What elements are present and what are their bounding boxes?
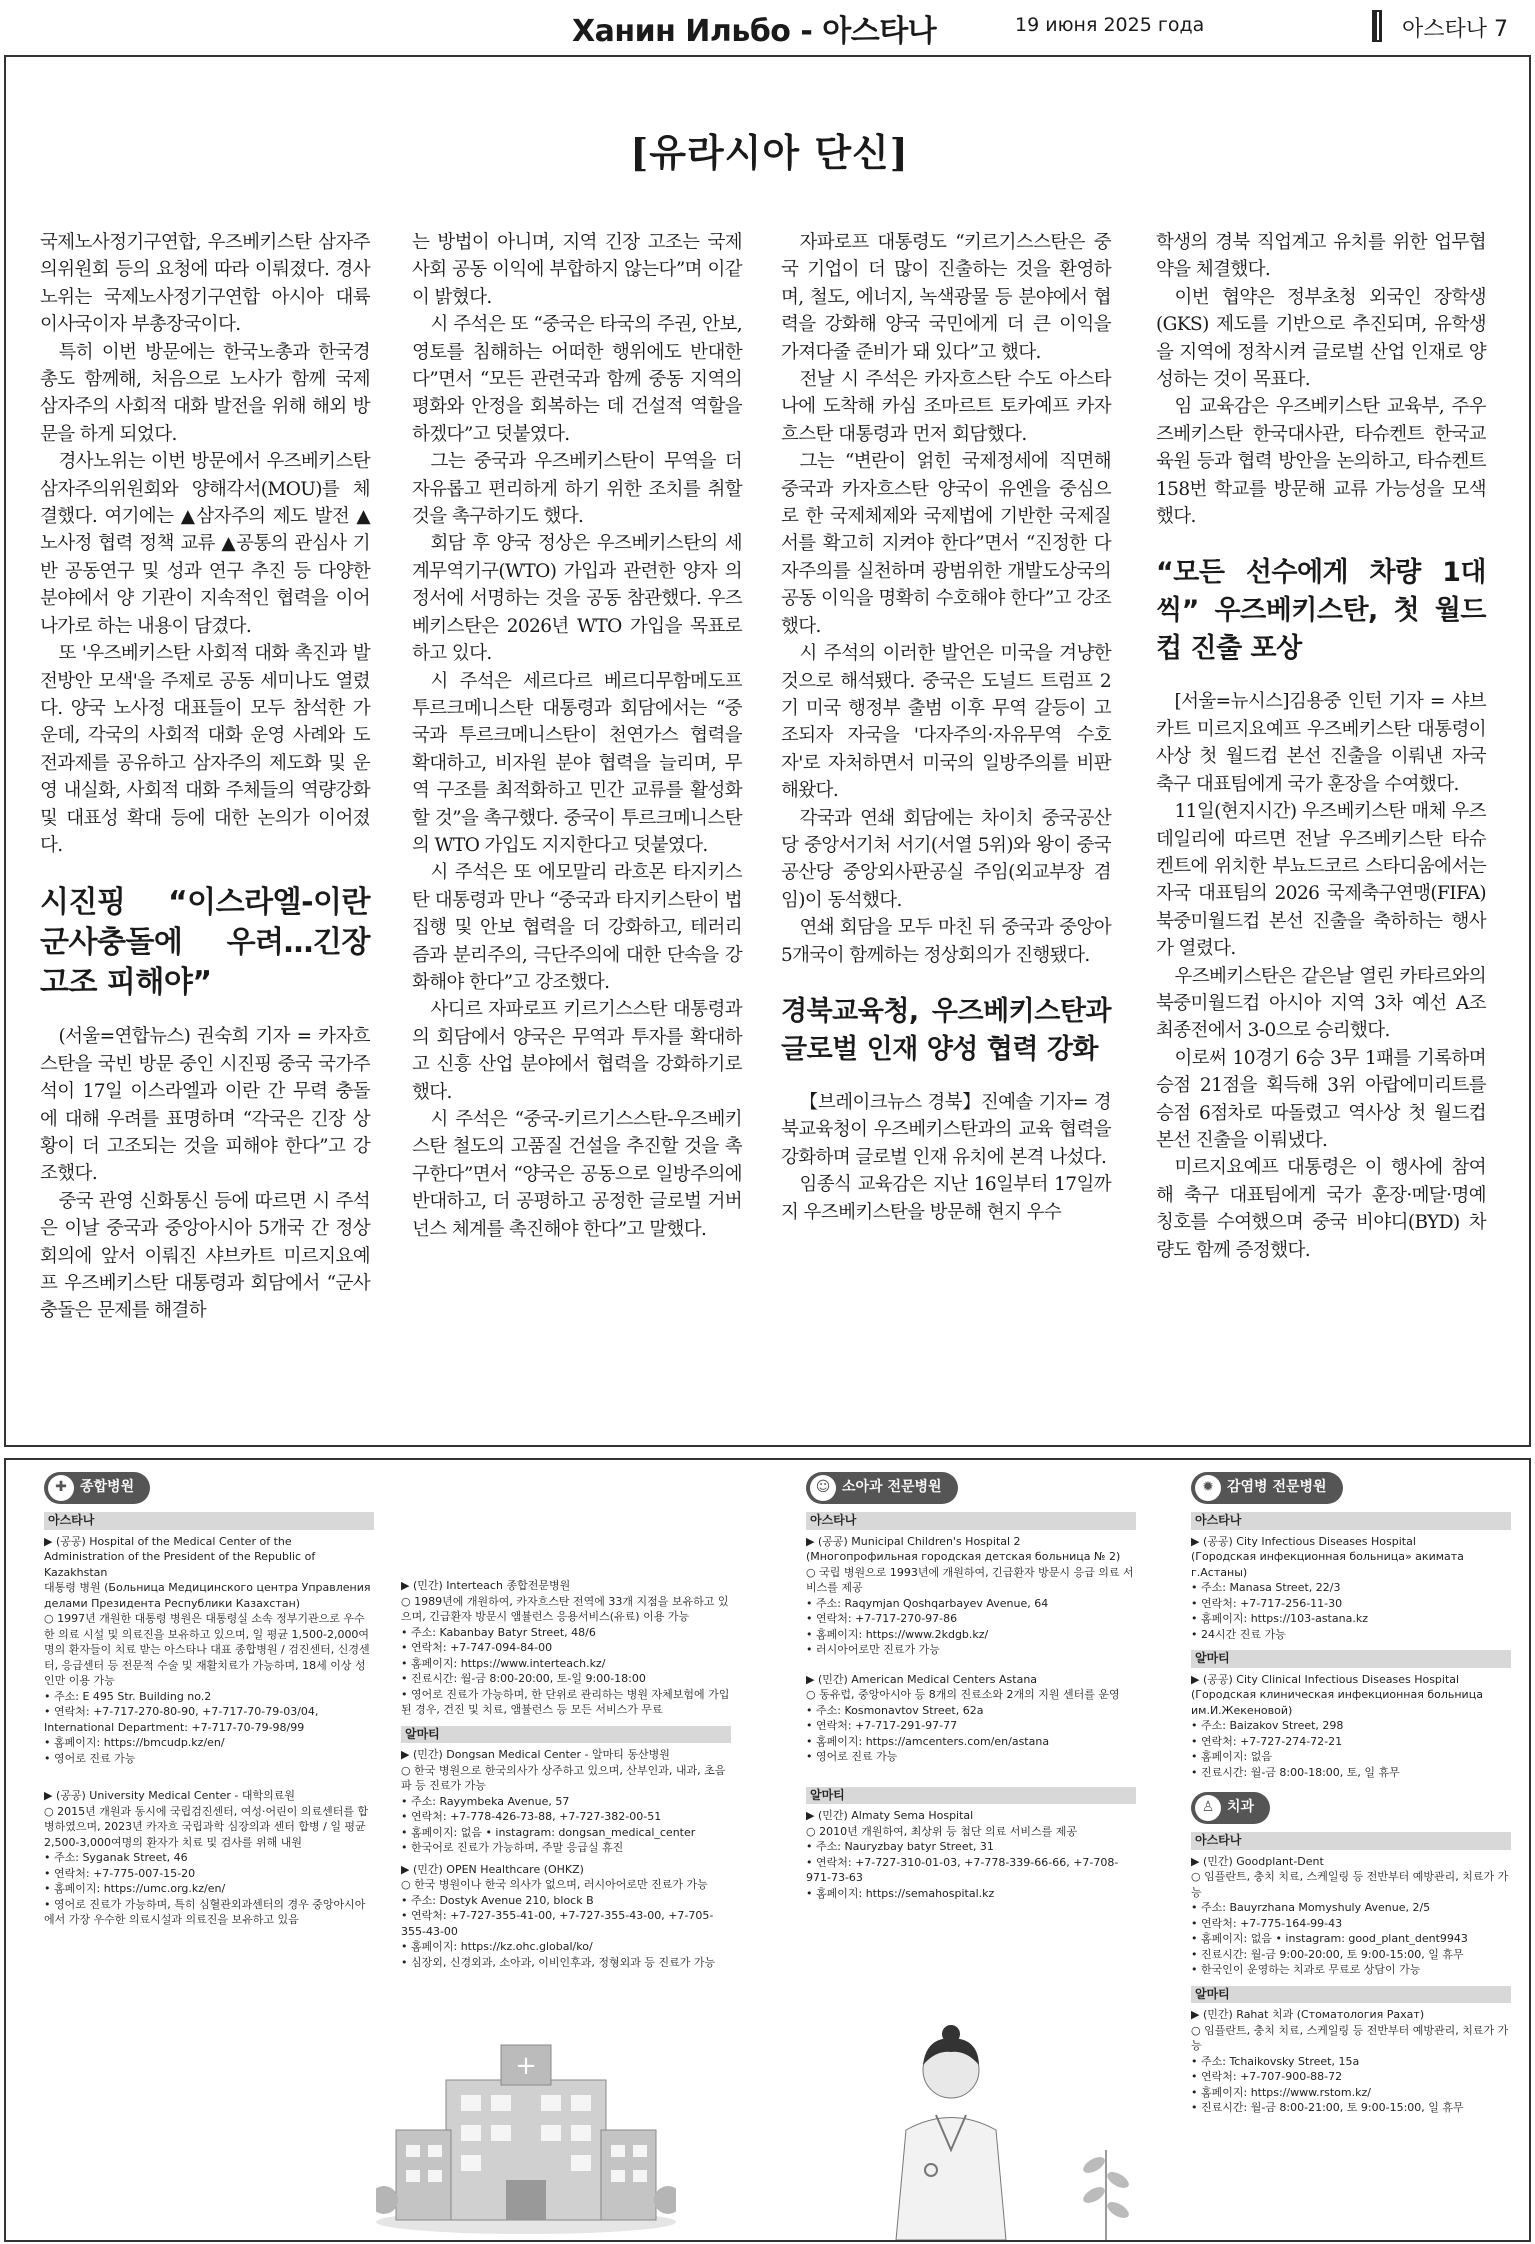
paragraph: 시 주석의 이러한 발언은 미국을 겨냥한 것으로 해석됐다. 중국은 도널드 트럼프 2기 미국 행정부 출범 이후 무역 갈등이 고조되자 자국을 '다자주의·자유무역 수호자'로 자처하면서 미국의 일방주의를 비판해왔다.	[781, 643, 1111, 802]
city-label: 아스타나	[806, 1512, 1136, 1530]
column-3	[781, 229, 1111, 1226]
category-infectious-hospital	[1191, 1472, 1343, 1504]
hospital-name: ▶ (민간) American Medical Centers Astana	[806, 1672, 1038, 1686]
hospital-website: • 홈페이지: https://www.2kdgb.kz/	[806, 1627, 989, 1641]
hospital-name-ru: 대통령 병원 (Больница Медицинского центра Управления делами Президента Республики Казахстан)	[44, 1581, 371, 1610]
masthead	[0, 0, 1535, 50]
category-pediatric-hospital	[806, 1472, 958, 1504]
hospital-desc: ○ 동유럽, 중앙아시아 등 8개의 진료소와 2개의 지원 센터를 운영	[806, 1688, 1120, 1701]
column-2	[412, 229, 742, 1243]
hospital-name-ru: (Городская клиническая инфекционная больница им.И.Жекеновой)	[1191, 1688, 1483, 1717]
hospital-name: ▶ (공공) City Clinical Infectious Diseases Hospital	[1191, 1672, 1460, 1686]
headline-gyeongbuk: 경북교육청, 우즈베키스탄과 글로벌 인재 양성 협력 강화	[781, 995, 1111, 1065]
svg-text:+: +	[515, 2051, 537, 2081]
paragraph: 는 방법이 아니며, 지역 긴장 고조는 국제사회 공동 이익에 부합하지 않는다”며 이같이 밝혔다.	[412, 232, 742, 308]
paragraph: 또 '우즈베키스탄 사회적 대화 촉진과 발전방안 모색'을 주제로 공동 세미나도 열렸다. 양국 노사정 대표들이 모두 참석한 가운데, 각국의 사회적 대화 운영 사례와 도전과제를 공유하고 삼자주의 제도화 및 운영 내실화, 사회적 대화 주체들의 역량강화 및 대표성 확대 등에 대한 논의가 이어졌다.	[40, 643, 370, 856]
paragraph: 이로써 10경기 6승 3무 1패를 기록하며 승점 21점을 획득해 3위 아랍에미리트를 승점 6점차로 따돌렸고 역사상 첫 월드컵 본선 진출을 이뤄냈다.	[1156, 1047, 1486, 1151]
city-label: 알마티	[401, 1726, 731, 1744]
paragraph: 연쇄 회담을 모두 마친 뒤 중국과 중앙아 5개국이 함께하는 정상회의가 진행됐다.	[781, 917, 1111, 966]
hospital-contact: • 연락처: +7-717-270-97-86	[806, 1612, 958, 1625]
paragraph: 11일(현지시간) 우즈베키스탄 매체 우즈데일리에 따르면 전날 우즈베키스탄 타슈켄트에 위치한 부뇨드코르 스타디움에서는 자국 대표팀의 2026 국제축구연맹(FIFA) 북중미월드컵 본선 진출을 축하하는 행사가 열렸다.	[1156, 801, 1486, 960]
hospital-name: ▶ (민간) OPEN Healthcare (OHKZ)	[401, 1862, 584, 1876]
hospital-directory-ad	[4, 1458, 1531, 2242]
city-label: 알마티	[1191, 1650, 1511, 1668]
paragraph: (서울=연합뉴스) 권숙희 기자 = 카자흐스탄을 국빈 방문 중인 시진핑 중국 국가주석이 17일 이스라엘과 이란 간 무력 충돌에 대해 우려를 표명하며 “각국은 긴장 상황이 더 고조되는 것을 피해야 한다”고 강조했다.	[40, 1026, 370, 1185]
city-label: 아스타나	[44, 1512, 374, 1530]
category-label: 감염병 전문병원	[1227, 1479, 1327, 1496]
paragraph: 【브레이크뉴스 경북】진예솔 기자= 경북교육청이 우즈베키스탄과의 교육 협력을 강화하며 글로벌 인재 유치에 본격 나섰다.	[781, 1091, 1111, 1168]
hospital-address: • 주소: Syganak Street, 46	[44, 1851, 188, 1864]
hospital-note: • 한국어로 진료가 가능하며, 주말 응급실 휴진	[401, 1841, 624, 1854]
hospital-contact: • 연락처: +7-727-274-72-21	[1191, 1734, 1343, 1748]
ad-column-infectious-dental	[1191, 1472, 1511, 2122]
hospital-entry	[1191, 1854, 1511, 1978]
hospital-entry	[401, 1862, 731, 1971]
city-label: 알마티	[806, 1787, 1136, 1805]
hospital-icon: ✚	[48, 1475, 74, 1501]
category-general-hospital	[44, 1472, 150, 1504]
news-frame	[4, 55, 1531, 1447]
paragraph: 이번 협약은 정부초청 외국인 장학생(GKS) 제도를 기반으로 추진되며, 유학생을 지역에 정착시켜 글로벌 산업 인재로 양성하는 것이 목표다.	[1156, 286, 1486, 391]
hospital-entry	[1191, 1672, 1511, 1781]
paragraph: 특히 이번 방문에는 한국노총과 한국경총도 함께해, 처음으로 노사가 함께 국제 삼자주의 사회적 대화 발전을 위해 해외 방문을 하게 되었다.	[40, 341, 370, 445]
paragraph: 각국과 연쇄 회담에는 차이치 중국공산당 중앙서기처 서기(서열 5위)와 왕이 중국공산당 중앙외사판공실 주임(외교부장 겸임)이 동석했다.	[781, 807, 1111, 911]
issue-date: 19 июня 2025 года	[1015, 14, 1205, 36]
hospital-contact: • 연락처: +7-717-270-80-90, +7-717-70-79-03/04, International Department: +7-717-70-79-98/99	[44, 1705, 319, 1734]
paragraph: 시 주석은 또 “중국은 타국의 주권, 안보, 영토를 침해하는 어떠한 행위에도 반대한다”면서 “모든 관련국과 함께 중동 지역의 평화와 안정을 회복하는 데 건설적 역할을 하겠다”고 덧붙였다.	[412, 314, 742, 445]
hospital-note: • 영어로 진료 가능	[806, 1750, 898, 1763]
hospital-website: • 홈페이지: 없음 • instagram: good_plant_dent9943	[1191, 1932, 1468, 1945]
hospital-entry	[401, 1578, 731, 1718]
hospital-hours: • 진료시간: 월-금 9:00-20:00, 토 9:00-15:00, 일 휴무	[1191, 1947, 1464, 1961]
hospital-hours: • 진료시간: 월-금 8:00-21:00, 토 9:00-15:00, 일 휴무	[1191, 2101, 1464, 2114]
hospital-name: ▶ (민간) Interteach 종합전문병원	[401, 1579, 571, 1592]
hospital-name: ▶ (민간) Almaty Sema Hospital	[806, 1809, 974, 1822]
hospital-address: • 주소: Manasa Street, 22/3	[1191, 1581, 1341, 1594]
hospital-contact: • 연락처: +7-717-291-97-77	[806, 1719, 958, 1732]
hospital-name: ▶ (민간) Rahat 치과 (Стоматология Рахат)	[1191, 2008, 1425, 2021]
paragraph: 우즈베키스탄은 같은날 열린 카타르와의 북중미월드컵 아시아 지역 3차 예선 A조 최종전에서 3-0으로 승리했다.	[1156, 965, 1486, 1042]
hospital-contact: • 연락처: +7-775-007-15-20	[44, 1866, 196, 1880]
paragraph: 시 주석은 또 에모말리 라흐몬 타지키스탄 대통령과 만나 “중국과 타지키스탄이 법 집행 및 안보 협력을 더 강화하고, 테러리즘과 분리주의, 극단주의에 대한 단속을 강화해야 한다”고 강조했다.	[412, 862, 742, 993]
city-label: 알마티	[1191, 1986, 1511, 2004]
hospital-website: • 홈페이지: https://103-astana.kz	[1191, 1612, 1368, 1625]
hospital-website: • 홈페이지: https://semahospital.kz	[806, 1886, 995, 1900]
hospital-name: ▶ (공공) Hospital of the Medical Center of the Administration of the President of the Republic of Kazakhstan	[44, 1534, 316, 1579]
hospital-desc: ○ 임플란트, 충치 치료, 스케일링 등 전반부터 예방관리, 치료가 가능	[1191, 1870, 1509, 1899]
hospital-address: • 주소: Dostyk Avenue 210, block B	[401, 1893, 594, 1907]
child-icon: ☺	[810, 1475, 836, 1501]
hospital-name: ▶ (민간) Goodplant-Dent	[1191, 1854, 1324, 1868]
paragraph: 임 교육감은 우즈베키스탄 교육부, 주우즈베키스탄 한국대사관, 타슈켄트 한국교육원 등과 협력 방안을 논의하고, 타슈켄트 158번 학교를 방문해 교류 가능성을 모색했다.	[1156, 396, 1486, 528]
hospital-contact: • 연락처: +7-727-310-01-03, +7-778-339-66-66, +7-708-971-73-63	[806, 1855, 1119, 1884]
hospital-note: • 24시간 진료 가능	[1191, 1627, 1286, 1641]
ad-column-general-2	[401, 1578, 731, 1976]
hospital-website: • 홈페이지: 없음	[1191, 1750, 1272, 1763]
paragraph: 전날 시 주석은 카자흐스탄 수도 아스타나에 도착해 카심 조마르트 토카예프 카자흐스탄 대통령과 먼저 회담했다.	[781, 369, 1111, 445]
hospital-website: • 홈페이지: https://kz.ohc.global/ko/	[401, 1940, 593, 1953]
hospital-hours: • 진료시간: 월-금 8:00-20:00, 토-일 9:00-18:00	[401, 1672, 646, 1685]
category-label: 소아과 전문병원	[842, 1479, 942, 1496]
hospital-address: • 주소: Rayymbeka Avenue, 57	[401, 1794, 570, 1808]
hospital-desc: ○ 1989년에 개원하여, 카자흐스탄 전역에 33개 지점을 보유하고 있으며, 긴급환자 방문시 앰뷸런스 응용서비스(유료) 이용 가능	[401, 1594, 729, 1623]
hospital-entry	[44, 1788, 374, 1928]
hospital-name: ▶ (공공) City Infectious Diseases Hospital	[1191, 1534, 1416, 1548]
hospital-entry	[806, 1534, 1136, 1658]
hospital-name-ru: (Городская инфекционная больница» акимата г.Астаны)	[1191, 1550, 1464, 1579]
hospital-hours: • 진료시간: 월-금 8:00-18:00, 토, 일 휴무	[1191, 1765, 1400, 1779]
ad-column-pediatric	[806, 1472, 1136, 1907]
hospital-note: • 한국인이 운영하는 치과로 무료로 상담이 가능	[1191, 1963, 1421, 1976]
hospital-website: • 홈페이지: https://amcenters.com/en/astana	[806, 1734, 1050, 1748]
tooth-icon: ♙	[1195, 1795, 1221, 1821]
hospital-address: • 주소: E 495 Str. Building no.2	[44, 1689, 212, 1703]
hospital-entry	[1191, 1534, 1511, 1643]
hospital-website: • 홈페이지: 없음 • instagram: dongsan_medical_center	[401, 1825, 696, 1839]
category-dental	[1191, 1792, 1270, 1824]
city-label: 아스타나	[1191, 1512, 1511, 1530]
paragraph: 시 주석은 “중국-키르기스스탄-우즈베키스탄 철도의 고품질 건설을 추진할 것을 촉구한다”면서 “양국은 공동으로 일방주의에 반대하고, 더 공평하고 공정한 글로벌 거버넌스 체계를 촉진해야 한다”고 말했다.	[412, 1109, 742, 1240]
paragraph: 국제노사정기구연합, 우즈베키스탄 삼자주의위원회 등의 요청에 따라 이뤄졌다. 경사노위는 국제노사정기구연합 아시아 대륙 이사국이자 부총장국이다.	[40, 232, 370, 336]
paragraph: 사디르 자파로프 키르기스스탄 대통령과의 회담에서 양국은 무역과 투자를 확대하고 신흥 산업 분야에서 협력을 강화하기로 했다.	[412, 999, 742, 1103]
hospital-building-illustration	[376, 2040, 676, 2235]
hospital-address: • 주소: Baizakov Street, 298	[1191, 1719, 1344, 1732]
hospital-note: • 영어로 진료 가능	[44, 1751, 136, 1765]
hospital-note: • 심장외, 신경외과, 소아과, 이비인후과, 정형외과 등 진료가 가능	[401, 1955, 716, 1969]
hospital-name: ▶ (공공) University Medical Center - 대학의료원	[44, 1789, 296, 1802]
page-label: 아스타나 7	[1402, 17, 1508, 42]
city-label: 아스타나	[1191, 1832, 1511, 1850]
hospital-desc: ○ 한국 병원으로 한국의사가 상주하고 있으며, 산부인과, 내과, 초음파 등 진료가 가능	[401, 1763, 726, 1792]
hospital-name: ▶ (공공) Municipal Children's Hospital 2	[806, 1534, 1021, 1548]
paragraph: 경사노위는 이번 방문에서 우즈베키스탄 삼자주의위원회와 양해각서(MOU)를 체결했다. 여기에는 ▲삼자주의 제도 발전 ▲노사정 협력 정책 교류 ▲공통의 관심사 기반 공동연구 및 성과 연구 추진 등 다양한 분야에서 양 기관이 지속적인 협력을 이어나가로 하는 내용이 담겼다.	[40, 451, 370, 637]
hospital-desc: ○ 1997년 개원한 대통령 병원은 대통령실 소속 정부기관으로 우수한 의료 시설 및 의료진을 보유하고 있으며, 일 평균 1,500-2,000여명의 환자들이 치료 받는 아스타나 대표 종합병원 / 검진센터, 신경센터, 응급센터 등 전문적 수술 및 재활치료가 가능하며, 18세 이상 성인만 이용 가능	[44, 1612, 370, 1687]
hospital-note: • 러시아어로만 진료가 가능	[806, 1643, 940, 1656]
hospital-contact: • 연락처: +7-727-355-41-00, +7-727-355-43-00, +7-705-355-43-00	[401, 1909, 714, 1938]
hospital-address: • 주소: Bauyrzhana Momyshuly Avenue, 2/5	[1191, 1901, 1431, 1914]
hospital-desc: ○ 임플란트, 충치 치료, 스케일링 등 전반부터 예방관리, 치료가 가능	[1191, 2023, 1509, 2052]
hospital-contact: • 연락처: +7-717-256-11-30	[1191, 1596, 1343, 1610]
hospital-address: • 주소: Kabanbay Batyr Street, 48/6	[401, 1625, 596, 1639]
paragraph: 그는 중국과 우즈베키스탄이 무역을 더 자유롭고 편리하게 하기 위한 조치를 취할 것을 촉구하기도 했다.	[412, 451, 742, 528]
hospital-desc: ○ 2015년 개원과 동시에 국립검진센터, 여성·어린이 의료센터를 합병하였으며, 2023년 카자흐 국립과학 심장의과 센터 합병 / 일 평균 2,500-3,000여명의 환자가 치료 및 검사를 위해 내원	[44, 1804, 369, 1849]
hospital-name-ru: (Многопрофильная городская детская больница № 2)	[806, 1550, 1121, 1563]
hospital-note: • 영어로 진료가 가능하며, 특히 심혈관외과센터의 경우 중앙아시아에서 가장 우수한 의료시설과 의료진을 보유하고 있음	[44, 1897, 366, 1926]
hospital-desc: ○ 한국 병원이나 한국 의사가 없으며, 러시아어로만 진료가 가능	[401, 1878, 708, 1891]
paragraph: 회담 후 양국 정상은 우즈베키스탄의 세계무역기구(WTO) 가입과 관련한 양자 의정서에 서명하는 것을 공동 참관했다. 우즈베키스탄은 2026년 WTO 가입을 목표로 하고 있다.	[412, 533, 742, 665]
hospital-contact: • 연락처: +7-775-164-99-43	[1191, 1916, 1343, 1930]
headline-world-cup: “모든 선수에게 차량 1대씩” 우즈베키스탄, 첫 월드컵 진출 포상	[1156, 557, 1486, 665]
paragraph: 자파로프 대통령도 “키르기스스탄은 중국 기업이 더 많이 진출하는 것을 환영하며, 철도, 에너지, 녹색광물 등 분야에서 협력을 강화해 양국 국민에게 더 큰 이익을 가져다줄 준비가 돼 있다”고 했다.	[781, 232, 1111, 363]
hospital-entry	[44, 1534, 374, 1767]
hospital-website: • 홈페이지: https://www.interteach.kz/	[401, 1656, 606, 1670]
hospital-entry	[1191, 2007, 1511, 2116]
hospital-entry	[806, 1808, 1136, 1901]
hospital-contact: • 연락처: +7-778-426-73-88, +7-727-382-00-51	[401, 1810, 662, 1823]
column-1	[40, 229, 370, 1325]
paragraph: 시 주석은 세르다르 베르디무함메도프 투르크메니스탄 대통령과 회담에서는 “중국과 투르크메니스탄이 천연가스 협력을 확대하고, 비자원 분야 협력을 늘리며, 무역 구조를 최적화하고 민간 교류를 활성화할 것”을 촉구했다. 중국이 투르크메니스탄의 WTO 가입도 지지한다고 덧붙였다.	[412, 670, 742, 856]
section-title: [유라시아 단신]	[630, 130, 909, 175]
paragraph: 학생의 경북 직업계고 유치를 위한 업무협약을 체결했다.	[1156, 232, 1486, 281]
hospital-website: • 홈페이지: https://bmcudp.kz/en/	[44, 1736, 225, 1749]
category-label: 종합병원	[80, 1479, 135, 1496]
hospital-address: • 주소: Tchaikovsky Street, 15a	[1191, 2054, 1360, 2068]
plant-illustration	[1066, 2120, 1146, 2240]
paragraph: 그는 “변란이 얽힌 국제정세에 직면해 중국과 카자흐스탄 양국이 유엔을 중심으로 한 국제체제와 국제법에 기반한 국제질서를 확고히 지켜야 한다”면서 “진정한 다자주의를 실천하며 광범위한 개발도상국의 공동 이익을 명확히 수호해야 한다”고 강조했다.	[781, 451, 1111, 637]
paragraph: [서울=뉴시스]김용중 인턴 기자 = 샤브카트 미르지요예프 우즈베키스탄 대통령이 사상 첫 월드컵 본선 진출을 이뤄낸 자국 축구 대표팀에게 국가 훈장을 수여했다.	[1156, 691, 1486, 795]
newspaper-name: Ханин Ильбо - 아스타나	[572, 14, 937, 49]
hospital-entry	[401, 1747, 731, 1856]
hospital-address: • 주소: Kosmonavtov Street, 62a	[806, 1703, 984, 1717]
hospital-entry	[806, 1672, 1136, 1765]
doctor-illustration	[866, 2020, 1036, 2240]
hospital-contact: • 연락처: +7-707-900-88-72	[1191, 2070, 1343, 2083]
paragraph: 미르지요예프 대통령은 이 행사에 참여해 축구 대표팀에게 국가 훈장·메달·명예 칭호를 수여했으며 중국 비야디(BYD) 차량도 함께 증정했다.	[1156, 1157, 1486, 1261]
hospital-website: • 홈페이지: https://umc.org.kz/en/	[44, 1882, 226, 1895]
ad-column-general-1	[44, 1472, 374, 1934]
column-4	[1156, 229, 1486, 1264]
category-label: 치과	[1227, 1799, 1255, 1816]
hospital-desc: ○ 국립 병원으로 1993년에 개원하여, 긴급환자 방문시 응급 의료 서비스를 제공	[806, 1565, 1134, 1594]
headline-xi-jinping: 시진핑 “이스라엘-이란 군사충돌에 우려…긴장 고조 피해야”	[40, 885, 370, 1001]
virus-icon: ✹	[1195, 1475, 1221, 1501]
hospital-name: ▶ (민간) Dongsan Medical Center - 알마티 동산병원	[401, 1748, 670, 1761]
hospital-website: • 홈페이지: https://www.rstom.kz/	[1191, 2085, 1371, 2099]
paragraph: 중국 관영 신화통신 등에 따르면 시 주석은 이날 중국과 중앙아시아 5개국 간 정상회의에 앞서 이뤄진 샤브카트 미르지요예프 우즈베키스탄 대통령과 회담에서 “군사 충돌은 문제를 해결하	[40, 1190, 370, 1322]
paragraph: 임종식 교육감은 지난 16일부터 17일까지 우즈베키스탄을 방문해 현지 우수	[781, 1174, 1111, 1223]
hospital-address: • 주소: Nauryzbay batyr Street, 31	[806, 1840, 994, 1853]
hospital-address: • 주소: Raqymjan Qoshqarbayev Avenue, 64	[806, 1596, 1049, 1610]
page-marker-icon	[1372, 10, 1382, 42]
hospital-contact: • 연락처: +7-747-094-84-00	[401, 1641, 553, 1654]
hospital-desc: ○ 2010년 개원하여, 최상위 등 첨단 의료 서비스를 제공	[806, 1824, 1077, 1838]
hospital-note: • 영어로 진료가 가능하며, 한 단위로 관리하는 병원 자체보험에 가입된 경우, 건진 및 치료, 앰뷸런스 등 모든 서비스가 무료	[401, 1687, 730, 1716]
